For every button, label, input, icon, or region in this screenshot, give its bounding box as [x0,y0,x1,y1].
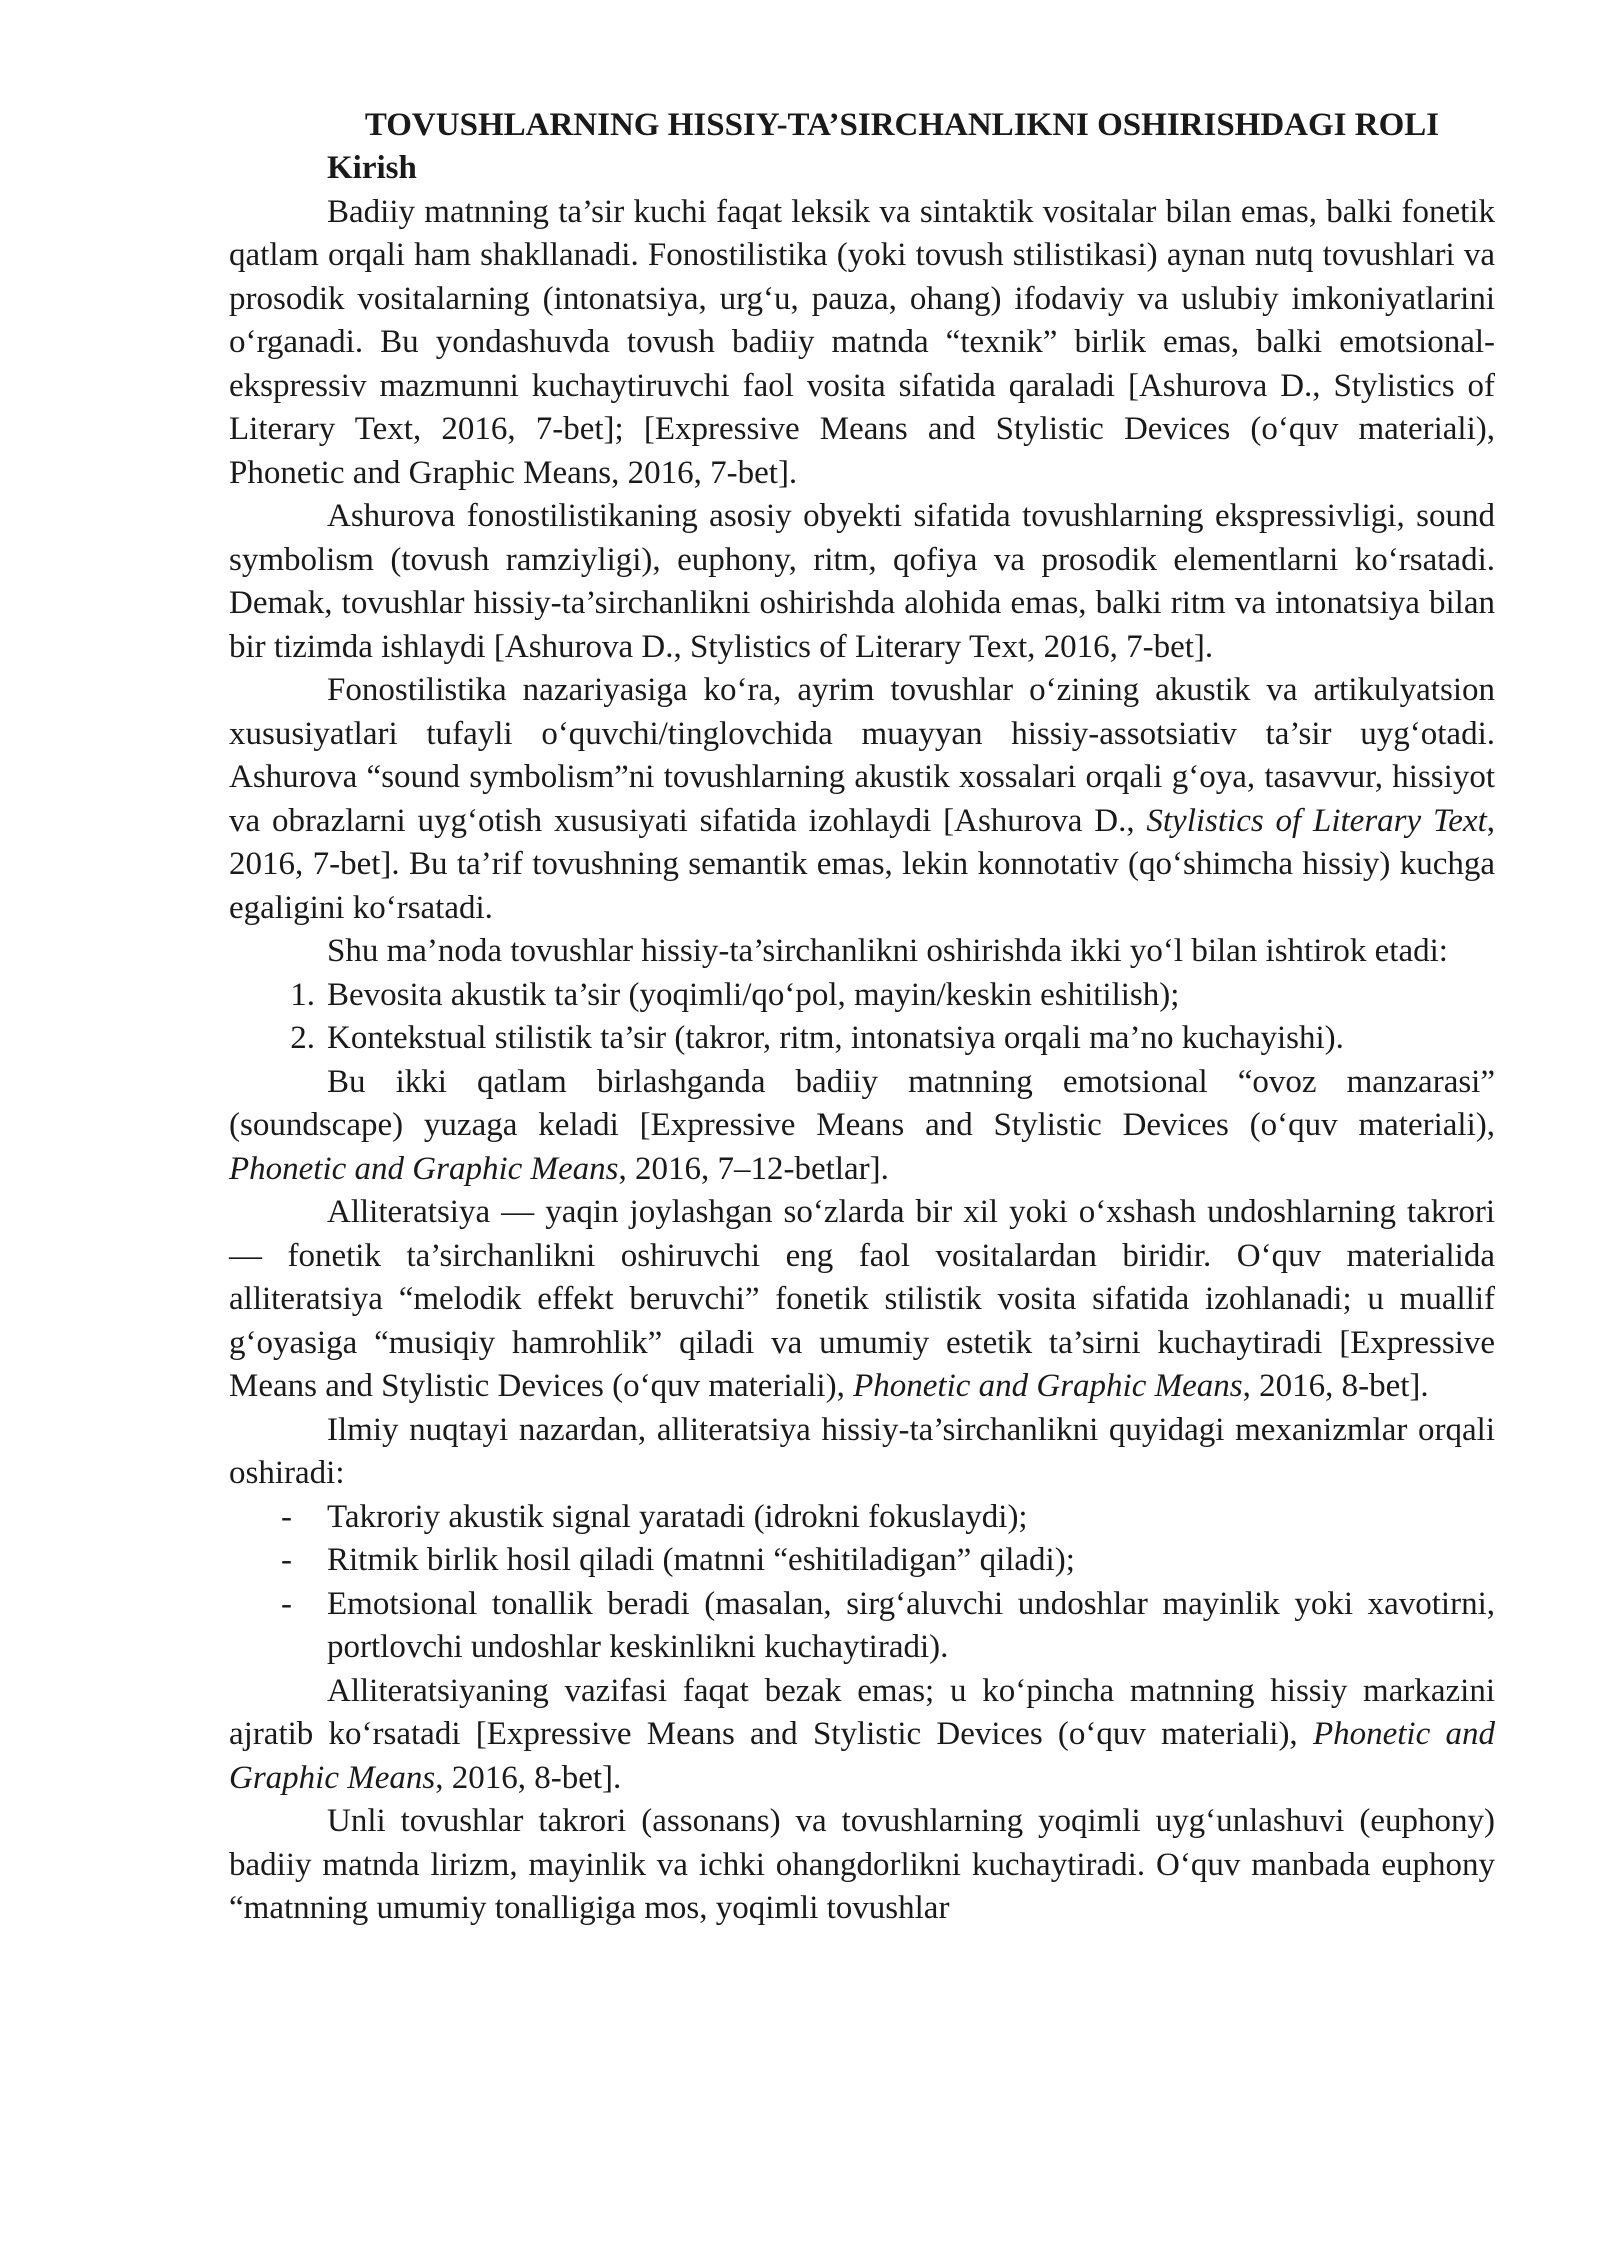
paragraph-6 [229,1191,1495,1409]
numbered-list-item [229,1017,1495,1061]
list-item-text: Emotsional tonallik beradi (masalan, sirg‘aluvchi undoshlar mayinlik yoki xavotirni, portlovchi undoshlar keskinlikni kuchaytiradi). [327,1585,1495,1665]
document-title: TOVUSHLARNING HISSIY-TA’SIRCHANLIKNI OSHIRISHDAGI ROLI [364,107,1440,143]
paragraph-3-text-end: , 2016, 7-bet]. Bu ta’rif tovushning semantik emas, lekin konnotativ (qo‘shimcha hissiy) kuchga egaligini ko‘rsatadi. [229,802,1495,926]
paragraph-3 [229,669,1495,930]
paragraph-9: Unli tovushlar takrori (assonans) va tovushlarning yoqimli uyg‘unlashuvi (euphony) badiiy matnda lirizm, mayinlik va ichki ohangdorlikni kuchaytiradi. O‘quv manbada euphony “matnning umumiy tonalligiga mos, yoqimli tovushlar [229,1803,1495,1926]
paragraph-5-text-end: , 2016, 7–12-betlar]. [618,1150,889,1187]
list-item-text: Kontekstual stilistik ta’sir (takror, ritm, intonatsiya orqali ma’no kuchayishi). [327,1020,1344,1056]
bullet-list-item [229,1583,1495,1670]
paragraph-8-italic: Phonetic and Graphic Means [229,1716,1496,1796]
paragraph-5-text: Bu ikki qatlam birlashganda badiiy matnning emotsional “ovoz manzarasi” (soundscape) yuzaga keladi [Expressive Means and Stylistic Devices (o‘quv materiali), [229,1063,1495,1143]
document-page [229,104,1495,1931]
paragraph-8-text: Alliteratsiyaning vazifasi faqat bezak emas; u ko‘pincha matnning hissiy markazini ajratib ko‘rsatadi [Expressive Means and Stylistic Devices (o‘quv materiali), [229,1672,1495,1752]
section-heading: Kirish [327,150,417,186]
numbered-list-item [229,974,1495,1018]
bullet-list-item [229,1496,1495,1540]
paragraph-4: Shu ma’noda tovushlar hissiy-ta’sirchanlikni oshirishda ikki yo‘l bilan ishtirok etadi: [327,933,1448,969]
list-item-text: Takroriy akustik signal yaratadi (idrokni fokuslaydi); [327,1498,1028,1535]
paragraph-2: Ashurova fonostilistikaning asosiy obyekti sifatida tovushlarning ekspressivligi, sound symbolism (tovush ramziyligi), euphony, ritm, qofiya va prosodik elementlarni ko‘rsatadi. Demak, tovushlar hissiy-ta’sirchanlikni oshirishda alohida emas, balki ritm va intonatsiya bilan bir tizimda ishlaydi [Ashurova D., Stylistics of Literary Text, 2016, 7-bet]. [229,498,1495,665]
list-item-text: Ritmik birlik hosil qiladi (matnni “eshitiladigan” qiladi); [327,1542,1075,1578]
paragraph-5-italic: Phonetic and Graphic Means [229,1150,619,1187]
list-dash: - [281,1542,292,1578]
list-number: 1. [290,976,315,1013]
paragraph-8-text-end: , 2016, 8-bet]. [435,1759,622,1796]
paragraph-6-text: Alliteratsiya — yaqin joylashgan so‘zlarda bir xil yoki o‘xshash undoshlarning takrori — fonetik ta’sirchanlikni oshiruvchi eng faol vositalardan biridir. O‘quv materialida alliteratsiya “melodik effekt beruvchi” fonetik stilistik vosita sifatida izohlanadi; u muallif g‘oyasiga “musiqiy hamrohlik” qiladi va umumiy estetik ta’sirni kuchaytiradi [Expressive Means and Stylistic Devices (o‘quv materiali), [229,1194,1495,1404]
paragraph-3-italic: Stylistics of Literary Text [1146,802,1487,839]
paragraph-6-italic: Phonetic and Graphic Means [853,1368,1243,1404]
paragraph-8 [229,1670,1495,1801]
paragraph-7: Ilmiy nuqtayi nazardan, alliteratsiya hissiy-ta’sirchanlikni quyidagi mexanizmlar orqali oshiradi: [229,1411,1495,1491]
paragraph-3-text: Fonostilistika nazariyasiga ko‘ra, ayrim tovushlar o‘zining akustik va artikulyatsion xususiyatlari tufayli o‘quvchi/tinglovchida muayyan hissiy-assotsiativ ta’sir uyg‘otadi. Ashurova “sound symbolism”ni tovushlarning akustik xossalari orqali g‘oya, tasavvur, hissiyot va obrazlarni uyg‘otish xususiyati sifatida izohlaydi [Ashurova D., [229,672,1495,839]
numbered-list [229,974,1495,1061]
bullet-list-item [229,1539,1495,1583]
list-number: 2. [290,1020,315,1056]
paragraph-1: Badiiy matnning ta’sir kuchi faqat leksik va sintaktik vositalar bilan emas, balki fonetik qatlam orqali ham shakllanadi. Fonostilistika (yoki tovush stilistikasi) aynan nutq tovushlari va prosodik vositalarning (intonatsiya, urg‘u, pauza, ohang) ifodaviy va uslubiy imkoniyatlarini o‘rganadi. Bu yondashuvda tovush badiiy matnda “texnik” birlik emas, balki emotsional-ekspressiv mazmunni kuchaytiruvchi faol vosita sifatida qaraladi [Ashurova D., Stylistics of Literary Text, 2016, 7-bet]; [Expressive Means and Stylistic Devices (o‘quv materiali), Phonetic and Graphic Means, 2016, 7-bet]. [229,193,1495,491]
bullet-list [229,1496,1495,1670]
paragraph-5 [229,1061,1495,1192]
paragraph-6-text-end: , 2016, 8-bet]. [1242,1368,1429,1404]
list-dash: - [281,1585,292,1622]
list-item-text: Bevosita akustik ta’sir (yoqimli/qo‘pol, mayin/keskin eshitilish); [327,976,1180,1013]
list-dash: - [281,1498,292,1535]
